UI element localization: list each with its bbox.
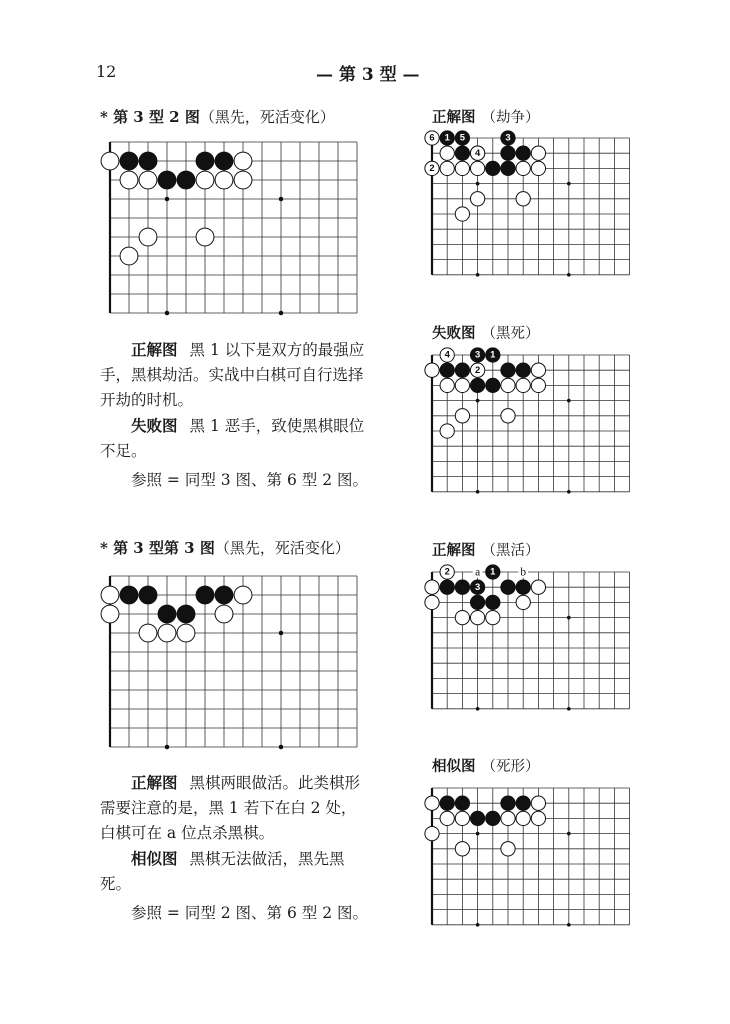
svg-text:1: 1 [444,131,450,143]
svg-text:1: 1 [490,348,496,360]
section1-para1-head: 正解图 [131,340,178,359]
right1-note: （劫争） [481,110,540,126]
right3-note: （黑活） [481,543,540,559]
right4-note: （死形） [481,759,540,775]
section2-para2-body: 黑棋无法做活，黑先黑死。 [100,850,345,893]
svg-text:b: b [520,566,527,579]
section1-para1-body: 黑 1 以下是双方的最强应手，黑棋劫活。实战中白棋可自行选择开劫的时机。 [100,341,365,409]
right1-head: 正解图 [432,109,476,126]
white-stone [440,811,454,825]
white-stone [531,796,545,810]
svg-text:2: 2 [474,363,481,375]
white-stone [516,811,530,825]
section2-title-mark: * 第 3 型第 3 图 [100,539,215,557]
svg-text:6: 6 [429,131,435,143]
svg-text:a: a [475,566,481,579]
white-stone [425,826,439,840]
section1-title-rest: （黑先，死活变化） [199,108,335,126]
white-stone [531,811,545,825]
section2-para2-head: 相似图 [131,849,178,868]
svg-text:4: 4 [444,348,450,360]
white-stone [455,842,469,856]
svg-text:5: 5 [459,131,466,143]
black-stone [455,796,469,810]
black-stone [516,796,530,810]
section1-para2-head: 失败图 [131,416,178,435]
running-head: — 第 3 型 — [316,65,420,85]
black-stone [440,796,454,810]
section1-para2-body: 黑 1 恶手，致使黑棋眼位不足。 [100,417,365,460]
white-stone [501,842,515,856]
right2-head: 失败图 [432,325,476,342]
page-number: 12 [96,62,117,81]
section2-reference: 参照 = 同型 2 图、第 6 型 2 图。 [131,904,368,922]
black-stone [470,811,484,825]
right4-head: 相似图 [432,758,476,775]
svg-text:3: 3 [505,131,511,143]
section1-reference: 参照 = 同型 3 图、第 6 型 2 图。 [131,471,368,489]
white-stone [501,811,515,825]
svg-text:4: 4 [474,146,481,158]
section2-para1-body: 黑棋两眼做活。此类棋形需要注意的是，黑 1 若下在白 2 处，白棋可在 a 位点杀黑棋。 [100,774,361,842]
svg-text:2: 2 [444,565,450,577]
svg-text:1: 1 [490,565,496,577]
black-stone [486,811,500,825]
white-stone [425,796,439,810]
section2-title-rest: （黑先，死活变化） [214,539,350,557]
svg-text:2: 2 [429,162,435,174]
white-stone [455,811,469,825]
right2-note: （黑死） [481,326,540,342]
svg-text:3: 3 [474,348,481,360]
section1-title-mark: * 第 3 型 2 图 [100,108,200,126]
right3-head: 正解图 [432,542,476,559]
black-stone [501,796,515,810]
svg-text:3: 3 [474,580,481,592]
section2-para1-head: 正解图 [131,773,178,792]
